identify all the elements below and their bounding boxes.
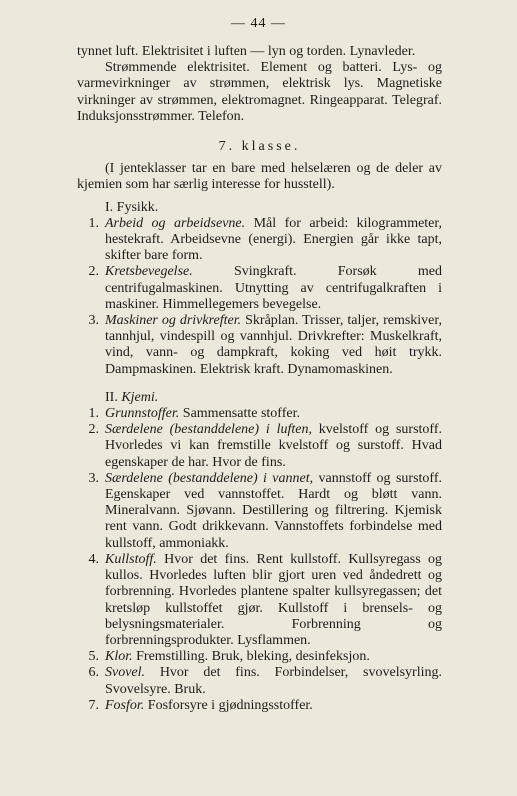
item-number: 1. [88, 215, 99, 231]
item-text: Svingkraft. Forsøk med centrifugalmaskinen. Utnytting av centrifugalkraften i maskiner. Himmellegemers bevegelse. [105, 264, 442, 312]
item-text: kvelstoff og surstoff. Hvorledes vi kan fremstille kvelstoff og surstoff. Hvad egenskaper de har. Hvor de fins. [105, 422, 442, 470]
item-title: Særdelene (bestanddelene) i luften, [105, 422, 312, 438]
item-title: Klor. [105, 649, 133, 665]
physics-item-1 [77, 216, 442, 265]
page-number: — 44 — [231, 16, 286, 31]
item-number: 4. [88, 551, 99, 567]
item-text: Skråplan. Trisser, taljer, remskiver, tannhjul, vindespill og vannhjul. Drivkrefter: Muskelkraft, vind, vann- og dampkraft, koking ved høit trykk. Dampmaskinen. Elektrisk kraft. Dynamomaskinen. [105, 313, 442, 377]
physics-heading: I. Fysikk. [105, 199, 159, 215]
item-title: Kullstoff. [105, 551, 157, 567]
item-number: 2. [88, 422, 99, 438]
physics-item-2 [77, 264, 442, 313]
item-number: 5. [88, 649, 99, 665]
item-number: 1. [88, 406, 99, 422]
item-text: Hvor det fins. Rent kullstoff. Kullsyregass og kullos. Hvorledes luften blir gjort uren ved åndedrett og forbrenning. Hvorledes plantene spalter kullsyregassen; det kretsløp kullstoffet gjør. Kullstoff i brensels- og belysningsmaterialer. Forbrenning og forbrenningsprodukter. Lysflammen. [105, 551, 442, 648]
chemistry-item-3 [77, 471, 442, 552]
item-number: 6. [88, 665, 99, 681]
item-number: 2. [88, 264, 99, 280]
chemistry-item-6 [77, 665, 442, 697]
item-text: vannstoff og surstoff. Egenskaper ved vannstoffet. Hardt og bløtt vann. Mineralvann. Sjøvann. Destillering og filtrering. Kjemisk rent vann. Godt drikkevann. Vannstoffets forbindelse med kullstoff, ammoniakk. [105, 470, 442, 551]
item-title: Svovel. [105, 665, 146, 681]
chemistry-heading: II. Kjemi. [105, 389, 159, 405]
item-text: Fremstilling. Bruk, bleking, desinfeksjon. [132, 649, 370, 665]
chemistry-item-5 [77, 649, 442, 665]
chemistry-item-1 [77, 406, 442, 422]
chemistry-item-4 [77, 552, 442, 649]
item-title: Grunnstoffer. [105, 406, 180, 422]
class-note: (I jenteklasser tar en bare med helselæren og de deler av kjemien som har særlig interesse for husstell). [77, 161, 442, 193]
item-title: Kretsbevegelse. [105, 264, 193, 280]
physics-item-3 [77, 313, 442, 378]
class-heading: 7. klasse. [218, 139, 301, 155]
item-title: Særdelene (bestanddelene) i vannet, [105, 470, 314, 486]
item-title: Arbeid og arbeidsevne. [105, 215, 246, 231]
chemistry-item-7 [77, 698, 442, 714]
item-title: Fosfor. [105, 697, 145, 713]
item-text: Hvor det fins. Forbindelser, svovelsyrling. Svovelsyre. Bruk. [105, 665, 442, 697]
page-content [77, 44, 442, 714]
item-text: Sammensatte stoffer. [179, 406, 300, 422]
item-number: 3. [88, 313, 99, 329]
chemistry-item-2 [77, 422, 442, 471]
item-title: Maskiner og drivkrefter. [105, 313, 242, 329]
intro-paragraph-2: Strømmende elektrisitet. Element og batteri. Lys- og varmevirkninger av strømmen, elektrisk lys. Magnetiske virkninger av strømmen, elektromagnet. Ringeapparat. Telegraf. Induksjonsstrømmer. Telefon. [77, 60, 442, 124]
item-number: 3. [88, 470, 99, 486]
intro-paragraph-1: tynnet luft. Elektrisitet i luften — lyn og torden. Lynavleder. [77, 44, 416, 59]
item-number: 7. [88, 697, 99, 713]
item-text: Fosforsyre i gjødningsstoffer. [144, 697, 313, 713]
item-text: Mål for arbeid: kilogrammeter, hestekraft. Arbeidsevne (energi). Energien går ikke tapt, skifter bare form. [105, 215, 442, 264]
